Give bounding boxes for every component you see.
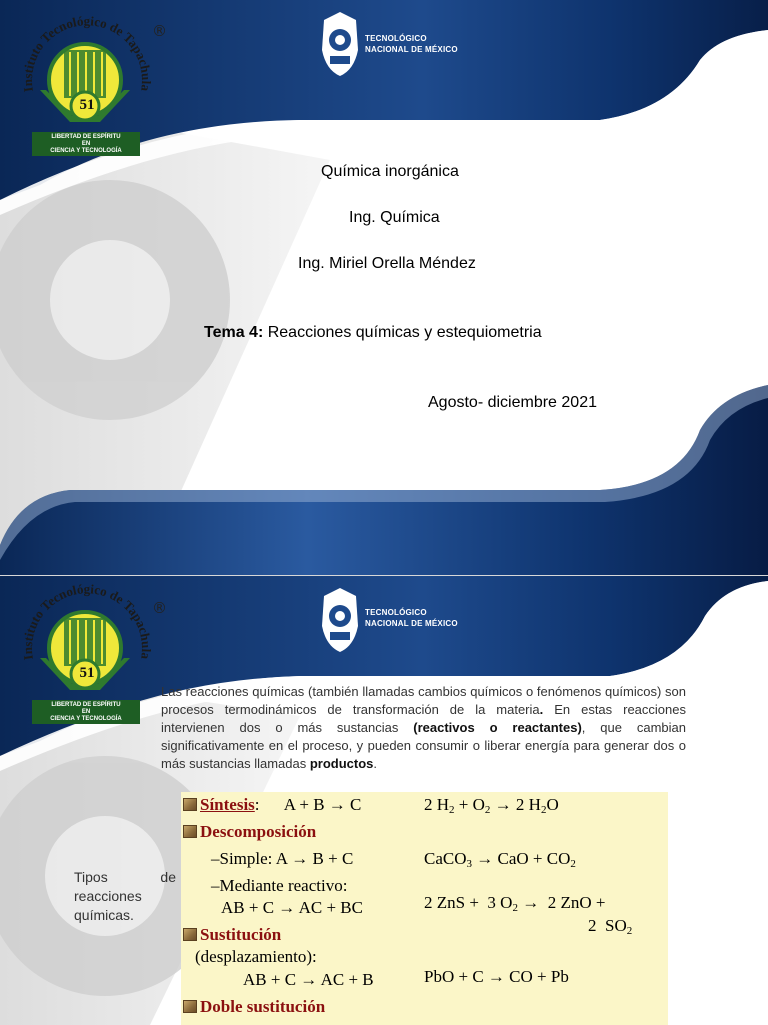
desplazamiento-row: (desplazamiento): bbox=[195, 947, 317, 966]
sustitucion-general: AB + C → AC + B bbox=[243, 970, 374, 989]
sintesis-example: 2 $H_2 + O_2 \to 2$ $H_2O$ bbox=[424, 795, 559, 816]
sintesis-header: Síntesis bbox=[200, 795, 255, 814]
svg-text:Instituto Tecnológico de Tapac: Instituto Tecnológico de Tapachula bbox=[19, 13, 155, 94]
descomposicion-row bbox=[183, 822, 316, 842]
registered-mark: ® bbox=[152, 22, 167, 40]
intro-end: . bbox=[373, 756, 378, 771]
logo-motto bbox=[32, 134, 140, 155]
program-name: Ing. Química bbox=[349, 209, 440, 226]
logo-motto bbox=[32, 702, 140, 723]
mediante-example: 2 ZnS + 3 $O_2 \to 2$ ZnO + bbox=[424, 893, 606, 914]
content-slide bbox=[0, 575, 768, 1025]
sustitucion-example: PbO + C → CO + Pb bbox=[424, 967, 569, 986]
tipos-line-3: químicas. bbox=[74, 907, 134, 923]
book-bullet-icon bbox=[183, 798, 197, 811]
intro-bold-productos: productos bbox=[309, 756, 374, 771]
simple-example: CaCO$_3$ → CaO + $CO_2$ bbox=[424, 849, 576, 870]
motto-line-1: LIBERTAD DE ESPÍRITU bbox=[51, 134, 121, 140]
descomposicion-header: Descomposición bbox=[200, 822, 317, 841]
sintesis-row bbox=[183, 795, 361, 815]
period: Agosto- diciembre 2021 bbox=[428, 394, 597, 411]
motto-line-3: CIENCIA Y TECNOLOGÍA bbox=[50, 716, 122, 722]
institution-logo bbox=[12, 10, 162, 160]
tipos-label bbox=[74, 868, 176, 925]
doble-header: Doble sustitución bbox=[200, 997, 326, 1016]
sintesis-colon: : bbox=[254, 795, 260, 814]
topic-title: Reacciones químicas y estequiometria bbox=[263, 324, 542, 341]
reaction-types-panel bbox=[181, 792, 668, 1025]
gear-watermark-icon bbox=[0, 180, 230, 420]
tipos-line-1: Tipos de bbox=[74, 869, 176, 885]
institution-logo bbox=[12, 578, 162, 728]
topic-label: Tema 4: bbox=[204, 324, 264, 341]
registered-mark: ® bbox=[152, 599, 167, 617]
motto-line-1: LIBERTAD DE ESPÍRITU bbox=[51, 702, 121, 708]
intro-paragraph bbox=[161, 683, 686, 773]
book-bullet-icon bbox=[183, 928, 197, 941]
simple-row: –Simple: A → B + C bbox=[211, 849, 354, 868]
mediante-row: –Mediante reactivo: bbox=[211, 876, 348, 895]
intro-text-3: , que cambian significativamente en el proceso, y pueden consumir o liberar energía para generar dos o más sustancias llamadas bbox=[161, 720, 687, 771]
tecnm-shield-icon bbox=[320, 586, 360, 654]
mediante-general: AB + C → AC + BC bbox=[221, 898, 363, 917]
tecnm-shield-icon bbox=[320, 10, 360, 78]
mediante-example-cont: 2 $SO_2$ bbox=[588, 916, 633, 937]
svg-text:Instituto Tecnológico de Tapac: Instituto Tecnológico de Tapachula bbox=[19, 581, 155, 662]
book-bullet-icon bbox=[183, 1000, 197, 1013]
intro-dot: . bbox=[539, 702, 544, 717]
tecnm-line-1: TECNOLÓGICO bbox=[365, 34, 427, 43]
motto-line-2: EN bbox=[81, 141, 91, 147]
topic-line bbox=[204, 324, 542, 342]
book-bullet-icon bbox=[183, 825, 197, 838]
sustitucion-header: Sustitución bbox=[200, 925, 282, 944]
logo-number: 51 bbox=[79, 97, 95, 113]
tecnm-wordmark bbox=[365, 607, 458, 629]
doble-row bbox=[183, 997, 325, 1017]
tecnm-line-2: NACIONAL DE MÉXICO bbox=[365, 619, 458, 628]
logo-number: 51 bbox=[79, 665, 95, 681]
sustitucion-row bbox=[183, 925, 281, 945]
motto-line-2: EN bbox=[81, 709, 91, 715]
intro-bold-reactivos: (reactivos o reactantes) bbox=[413, 720, 582, 735]
intro-text-2: En estas reacciones intervienen dos o más sustancias bbox=[161, 702, 686, 735]
tecnm-line-2: NACIONAL DE MÉXICO bbox=[365, 45, 458, 54]
motto-line-3: CIENCIA Y TECNOLOGÍA bbox=[50, 148, 122, 154]
intro-text-1: Las reacciones químicas (también llamadas cambios químicos o fenómenos químicos) son procesos termodinámicos de transformación de la materia bbox=[161, 684, 686, 717]
tecnm-line-1: TECNOLÓGICO bbox=[365, 608, 427, 617]
teacher-name: Ing. Miriel Orella Méndez bbox=[298, 255, 476, 272]
tipos-line-2: reacciones bbox=[74, 888, 142, 904]
sintesis-general: A + B → C bbox=[283, 795, 362, 814]
course-name: Química inorgánica bbox=[321, 163, 459, 180]
tecnm-wordmark bbox=[365, 33, 458, 55]
